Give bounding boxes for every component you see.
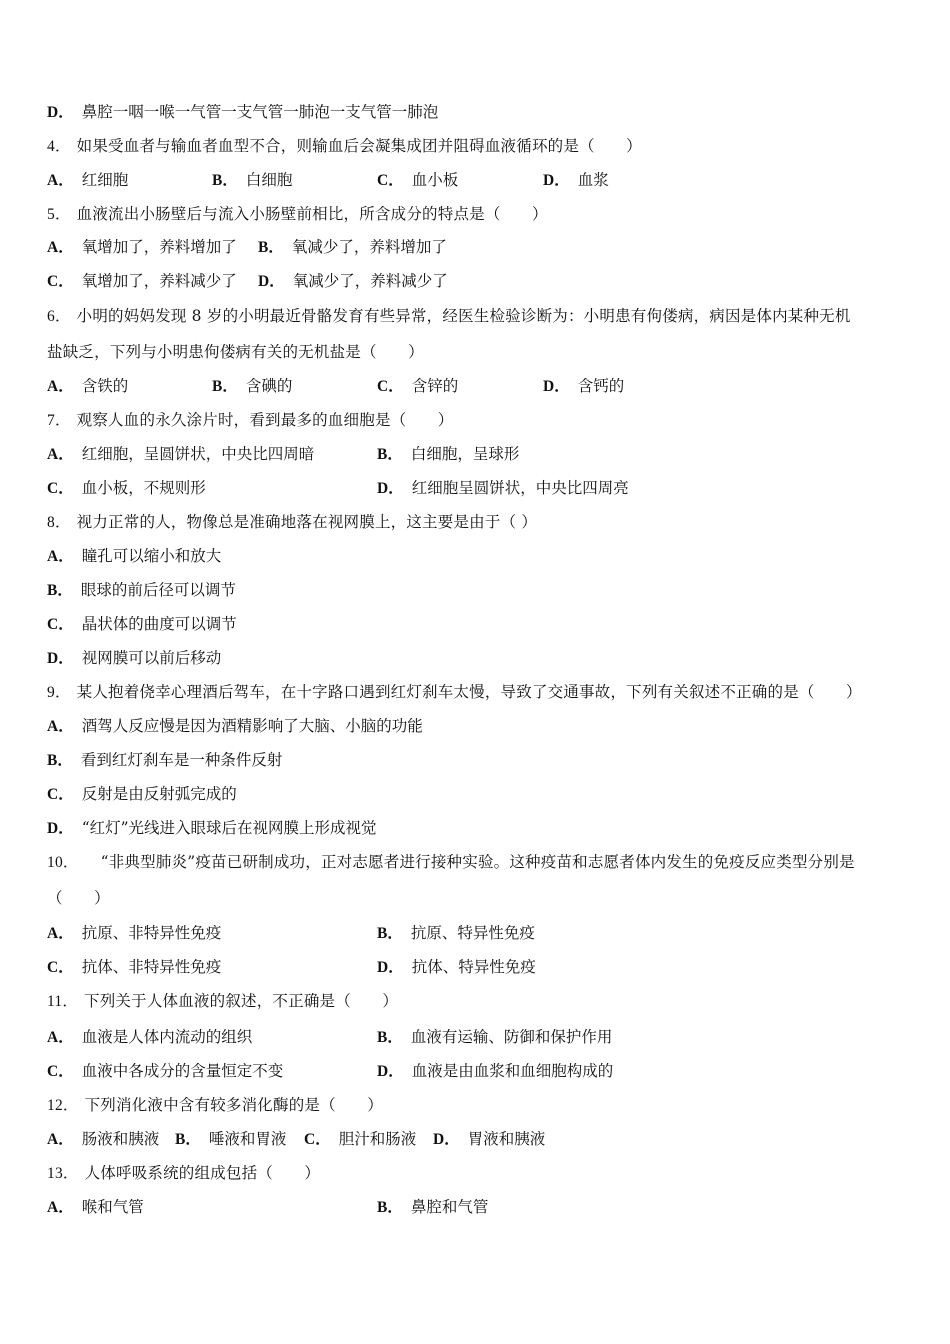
option-text: 眼球的前后径可以调节: [80, 581, 236, 599]
question-number: 8．: [47, 514, 71, 531]
question-8: [47, 512, 537, 533]
q4-option-a: [47, 170, 128, 191]
option-label: B．: [212, 378, 238, 395]
option-label: D．: [47, 820, 74, 837]
q7-option-c: [47, 478, 206, 499]
option-label: C．: [47, 273, 74, 290]
q13-option-b: [377, 1197, 488, 1218]
q5-option-b: [258, 237, 447, 258]
q12-option-d: [433, 1129, 545, 1150]
question-number: 6．: [47, 308, 71, 325]
option-label: A．: [47, 446, 74, 463]
q6-option-a: [47, 376, 128, 397]
q12-option-a: [47, 1129, 159, 1150]
q8-option-d: [47, 648, 221, 669]
q9-option-c: [47, 784, 237, 805]
option-label: A．: [47, 378, 74, 395]
q10-option-a: [47, 923, 221, 944]
option-label: B．: [47, 752, 73, 769]
question-stem: 下列关于人体血液的叙述，不正确是（ ）: [84, 992, 399, 1010]
option-text: 红细胞呈圆饼状，中央比四周亮: [411, 479, 629, 497]
option-label: B．: [377, 1029, 403, 1046]
option-label: D．: [258, 273, 285, 290]
option-label: D．: [377, 1063, 404, 1080]
option-text: 血液是由血浆和血细胞构成的: [411, 1062, 614, 1080]
option-label: D．: [47, 650, 74, 667]
option-text: 唾液和胃液: [208, 1130, 287, 1148]
option-label: D．: [47, 104, 74, 121]
q11-option-a: [47, 1027, 252, 1048]
q5-option-c: [47, 271, 237, 292]
option-text: 红细胞，呈圆饼状，中央比四周暗: [81, 445, 315, 463]
question-number: 11．: [47, 993, 79, 1010]
question-stem: 血液流出小肠壁后与流入小肠壁前相比，所含成分的特点是（ ）: [76, 205, 548, 223]
option-text: 胃液和胰液: [467, 1130, 546, 1148]
option-text: 红细胞: [81, 171, 129, 189]
option-label: B．: [377, 925, 403, 942]
option-text: 喉和气管: [81, 1198, 144, 1216]
q4-option-b: [212, 170, 292, 191]
question-13: [47, 1163, 320, 1184]
option-text: 抗原、特异性免疫: [410, 924, 535, 942]
question-11: [47, 991, 398, 1012]
option-label: B．: [377, 446, 403, 463]
option-text: 血液是人体内流动的组织: [81, 1028, 253, 1046]
question-stem: 如果受血者与输血者血型不合，则输血后会凝集成团并阻碍血液循环的是（ ）: [76, 137, 642, 155]
question-stem: “非典型肺炎”疫苗已研制成功，正对志愿者进行接种实验。这种疫苗和志愿者体内发生的免疫反应类型分别是: [100, 853, 855, 871]
option-label: A．: [47, 1199, 74, 1216]
option-text: 氧增加了，养料增加了: [81, 238, 237, 256]
option-label: D．: [543, 378, 570, 395]
q9-option-a: [47, 716, 423, 737]
q6-option-d: [543, 376, 624, 397]
option-text: 鼻腔和气管: [410, 1198, 489, 1216]
option-label: B．: [175, 1131, 201, 1148]
q11-option-b: [377, 1027, 612, 1048]
question-number: 12．: [47, 1097, 79, 1114]
q6-option-c: [377, 376, 458, 397]
option-text: 反射是由反射弧完成的: [81, 785, 237, 803]
q5-option-d: [258, 271, 448, 292]
option-text: 视网膜可以前后移动: [81, 649, 222, 667]
question-number: 13．: [47, 1165, 79, 1182]
question-6-continued: 盐缺乏，下列与小明患佝偻病有关的无机盐是（ ）: [47, 343, 424, 361]
option-label: D．: [377, 959, 404, 976]
option-text: 抗体、非特异性免疫: [81, 958, 222, 976]
option-label: B．: [258, 239, 284, 256]
option-label: C．: [47, 1063, 74, 1080]
question-number: 5．: [47, 206, 71, 223]
option-text: 晶状体的曲度可以调节: [81, 615, 237, 633]
q10-option-c: [47, 957, 221, 978]
option-text: 白细胞，呈球形: [410, 445, 520, 463]
option-text: 氧增加了，养料减少了: [81, 272, 237, 290]
q11-option-d: [377, 1061, 613, 1082]
question-stem: 观察人血的永久涂片时，看到最多的血细胞是（ ）: [76, 411, 454, 429]
option-label: C．: [304, 1131, 331, 1148]
option-text: 抗体、特异性免疫: [411, 958, 536, 976]
option-label: A．: [47, 172, 74, 189]
question-10-continued: （ ）: [47, 889, 110, 907]
question-stem: 人体呼吸系统的组成包括（ ）: [84, 1164, 321, 1182]
option-text: 看到红灯刹车是一种条件反射: [80, 751, 283, 769]
option-label: D．: [543, 172, 570, 189]
option-label: A．: [47, 1029, 74, 1046]
option-text: 肠液和胰液: [81, 1130, 160, 1148]
question-4: [47, 136, 642, 157]
option-label: B．: [47, 582, 73, 599]
option-text: 鼻腔一咽一喉一气管一支气管一肺泡一支气管一肺泡: [81, 103, 439, 121]
question-12: [47, 1095, 383, 1116]
option-text: 瞳孔可以缩小和放大: [81, 547, 222, 565]
option-label: B．: [377, 1199, 403, 1216]
option-text: 血液有运输、防御和保护作用: [410, 1028, 613, 1046]
option-text: 氧减少了，养料增加了: [291, 238, 447, 256]
option-text: 胆汁和肠液: [338, 1130, 417, 1148]
q13-option-a: [47, 1197, 144, 1218]
option-label: A．: [47, 1131, 74, 1148]
q10-option-d: [377, 957, 536, 978]
option-text: 氧减少了，养料减少了: [292, 272, 448, 290]
option-label: D．: [433, 1131, 460, 1148]
option-label: B．: [212, 172, 238, 189]
option-label: C．: [47, 480, 74, 497]
question-9: [47, 682, 862, 703]
question-5: [47, 204, 548, 225]
option-label: A．: [47, 239, 74, 256]
question-stem: 某人抱着侥幸心理酒后驾车，在十字路口遇到红灯刹车太慢，导致了交通事故，下列有关叙述不正确的是（ ）: [76, 683, 862, 701]
option-text: 白细胞: [245, 171, 293, 189]
option-label: C．: [47, 786, 74, 803]
option-text: 酒驾人反应慢是因为酒精影响了大脑、小脑的功能: [81, 717, 423, 735]
option-text: 抗原、非特异性免疫: [81, 924, 222, 942]
q7-option-b: [377, 444, 519, 465]
option-label: C．: [47, 616, 74, 633]
q12-option-b: [175, 1129, 286, 1150]
q9-option-d: [47, 818, 377, 839]
option-label: A．: [47, 925, 74, 942]
q3-option-d: [47, 102, 438, 123]
q8-option-c: [47, 614, 237, 635]
question-7: [47, 410, 453, 431]
q7-option-d: [377, 478, 629, 499]
option-text: 血浆: [577, 171, 609, 189]
option-text: 血小板，不规则形: [81, 479, 206, 497]
q7-option-a: [47, 444, 314, 465]
q4-option-d: [543, 170, 609, 191]
q10-option-b: [377, 923, 535, 944]
option-text: 含碘的: [245, 377, 293, 395]
option-label: A．: [47, 548, 74, 565]
option-label: A．: [47, 718, 74, 735]
q5-option-a: [47, 237, 237, 258]
option-label: C．: [47, 959, 74, 976]
option-text: 血小板: [411, 171, 459, 189]
question-number: 10．: [47, 854, 79, 871]
option-text: “红灯”光线进入眼球后在视网膜上形成视觉: [81, 819, 377, 837]
q12-option-c: [304, 1129, 416, 1150]
q4-option-c: [377, 170, 458, 191]
question-number: 9．: [47, 684, 71, 701]
question-stem: 视力正常的人，物像总是准确地落在视网膜上，这主要是由于（ ）: [76, 513, 538, 531]
q11-option-c: [47, 1061, 283, 1082]
question-number: 7．: [47, 412, 71, 429]
option-text: 含锌的: [411, 377, 459, 395]
option-text: 含钙的: [577, 377, 625, 395]
option-text: 血液中各成分的含量恒定不变: [81, 1062, 284, 1080]
option-label: C．: [377, 378, 404, 395]
q9-option-b: [47, 750, 282, 771]
question-10: [47, 852, 855, 873]
option-label: C．: [377, 172, 404, 189]
question-stem: 下列消化液中含有较多消化酶的是（ ）: [84, 1096, 383, 1114]
option-label: D．: [377, 480, 404, 497]
q8-option-b: [47, 580, 236, 601]
option-text: 含铁的: [81, 377, 129, 395]
question-6: [47, 306, 851, 327]
question-stem: 小明的妈妈发现 8 岁的小明最近骨骼发育有些异常，经医生检验诊断为：小明患有佝偻病，病因是体内某种无机: [76, 307, 851, 325]
question-number: 4．: [47, 138, 71, 155]
q6-option-b: [212, 376, 292, 397]
q8-option-a: [47, 546, 221, 567]
